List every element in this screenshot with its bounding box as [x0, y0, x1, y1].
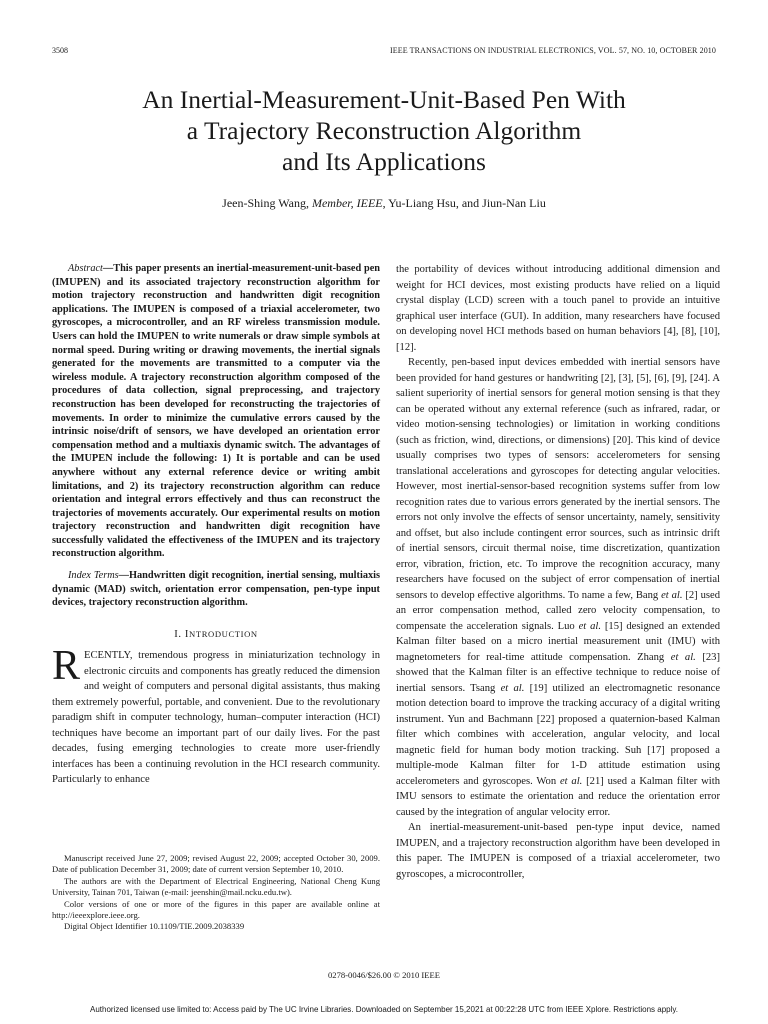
abstract-lead: Abstract [68, 263, 103, 274]
intro-paragraph-1 [52, 643, 380, 788]
right-paragraph-2 [396, 355, 720, 820]
right-paragraph-1: the portability of devices without introducing additional dimension and weight for HCI devices, most existing products have relied on a liquid crystal display (LCD) screen with a touch panel to provide an intuitive graphical user interface (GUI). In addition, many researchers have focused on developing novel HCI methods based on human behaviors [4], [8], [10], [12]. [396, 264, 720, 353]
right-column [396, 262, 720, 882]
author-list [0, 196, 768, 211]
intro-text: ECENTLY, tremendous progress in miniaturization technology in electronic circuits and components has greatly reduced the dimension and weight of computers and personal digital assistants, thus making them extremely powerful, portable, and convenient. Due to the revolutionary paradigm shift in computer technology, human–computer interaction (HCI) techniques have become an important part of our daily lives. For the past decades, fusing emerging technologies to create more user-friendly interfaces has been a continuing revolution in the HCI research community. Particularly to enhance [52, 650, 380, 786]
footnote-manuscript: Manuscript received June 27, 2009; revised August 22, 2009; accepted October 30, 2009. Date of publication December 31, 2009; date of current version September 10, 2010. [52, 853, 380, 875]
footnotes [52, 853, 380, 933]
section-heading-introduction [52, 627, 380, 643]
copyright-line: 0278-0046/$26.00 © 2010 IEEE [327, 970, 441, 980]
section-rest: NTRODUCTION [189, 628, 258, 639]
abstract [52, 262, 380, 561]
section-numeral: I. [174, 628, 185, 640]
abstract-text: —This paper presents an inertial-measurement-unit-based pen (IMUPEN) and its associated trajectory reconstruction algorithm for motion trajectory reconstruction and handwritten digit recognition applications. The IMUPEN is composed of a triaxial accelerometer, two gyroscopes, a microcontroller, and an RF wireless transmission module. Users can hold the IMUPEN to write numerals or draw simple symbols at normal speed. During writing or drawing movements, the inertial signals generated for the movements are transmitted to a computer via the wireless module. A trajectory reconstruction algorithm composed of the procedures of data collection, signal preprocessing, and trajectory reconstruction has been developed for reconstructing the trajectories of movements. In order to minimize the cumulative errors caused by the intrinsic noise/drift of sensors, we have developed an orientation error compensation method and a multiaxis dynamic switch. The advantages of the IMUPEN include the following: 1) It is portable and can be used anywhere without any external reference device or writing ambit limitations, and 2) its trajectory reconstruction algorithm can reduce orientation and integral errors effectively and thus can reconstruct the trajectories of movements accurately. Our experimental results on motion trajectory reconstruction and handwritten digit recognition have successfully validated the effectiveness of the IMUPEN and its trajectory reconstruction algorithm. [52, 263, 380, 560]
author-rest: , Yu-Liang Hsu, and Jiun-Nan Liu [382, 196, 546, 210]
author-membership: Member, IEEE [311, 196, 383, 210]
footnote-doi: Digital Object Identifier 10.1109/TIE.2009.2038339 [64, 921, 245, 932]
title-line-2: a Trajectory Reconstruction Algorithm [186, 116, 582, 145]
p2-part-f: [21] used a Kalman filter with IMU sensors to estimate the orientation and reduce the orientation error caused by the integration of angular velocity error. [396, 775, 720, 818]
et-al: et al. [578, 620, 601, 632]
et-al: et al. [559, 775, 583, 787]
section-initial: I [184, 628, 190, 640]
index-terms-text: —Handwritten digit recognition, inertial sensing, multiaxis dynamic (MAD) switch, orientation error compensation, pen-type input devices, trajectory reconstruction algorithm. [52, 570, 380, 609]
page-number: 3508 [52, 46, 68, 55]
footnote-affiliation: The authors are with the Department of Electrical Engineering, National Cheng Kung University, Tainan 701, Taiwan (e-mail: jeenshin@mail.ncku.edu.tw). [52, 875, 380, 898]
right-paragraph-3: An inertial-measurement-unit-based pen-type input device, named IMUPEN, and a trajectory reconstruction algorithm have been developed in this paper. The IMUPEN is composed of a triaxial accelerometer, two gyroscopes, a microcontroller, [396, 822, 720, 880]
p2-part-c: [15] designed an extended Kalman filter based on a micro inertial measurement unit (IMU) with magnetometers for real-time attitude compensation. Zhang [396, 620, 721, 663]
p2-part-a: Recently, pen-based input devices embedded with inertial sensors have been provided for hand gestures or handwriting [2], [3], [5], [6], [9], [24]. A salient superiority of inertial sensors for general motion sensing is that they can be operated without any external reference (such as infrared, radar, or video motion-sensing technologies) or limitation in working conditions (such as friction, wind, directions, or dimensions) [20]. This kind of device usually comprises two types of sensors: accelerometers for sensing translational accelerations and gyroscopes for detecting angular velocities. However, most inertial-sensor-based recognition systems suffer from low recognition rates due to various errors generated by the inertial sensors. The errors not only involve the effects of sensor uncertainty, namely, sensitivity and offset, but also include contingent error sources, such as intrinsic drift of inertial sensors, circuit thermal noise, time discretization, quantization error, vibration, friction, etc. To improve the recognition accuracy, many researchers have focused on the subject of error compensation of inertial sensors to develop effective algorithms. To name a few, Bang [396, 357, 720, 601]
p2-part-e: [19] utilized an electromagnetic resonance motion detection board to improve the tracking accuracy of a digital writing instrument. Yun and Bachmann [22] proposed a quaternion-based Kalman filter which combines with acceleration, angular velocity, and local magnetic field for human body motion tracking. Suh [17] proposed a multiple-mode Kalman filter for 1-D attitude estimation using accelerometers and gyroscopes. Won [396, 682, 721, 787]
drop-cap: R [52, 643, 81, 690]
p2-part-d: [23] showed that the Kalman filter is an effective technique to reduce noise of inertial sensors. Tsang [396, 651, 720, 694]
title-line-3: and Its Applications [282, 147, 486, 176]
title-line-1: An Inertial-Measurement-Unit-Based Pen With [142, 85, 626, 114]
index-terms-lead: Index Terms [68, 570, 119, 582]
et-al: et al. [661, 589, 683, 601]
p2-part-b: [2] used an error compensation method, called zero velocity compensation, to compensate the acceleration signals. Luo [396, 589, 720, 632]
et-al: et al. [670, 651, 696, 663]
et-al: et al. [500, 682, 525, 694]
paper-title [0, 84, 768, 177]
license-notice: Authorized licensed use limited to: Access paid by The UC Irvine Libraries. Downloaded on September 15,2021 at 00:22:28 UTC from IEEE Xplore. Restrictions apply. [89, 1005, 678, 1014]
index-terms [52, 569, 380, 610]
running-header: IEEE TRANSACTIONS ON INDUSTRIAL ELECTRONICS, VOL. 57, NO. 10, OCTOBER 2010 [390, 46, 716, 55]
left-column [52, 262, 380, 788]
footnote-color: Color versions of one or more of the figures in this paper are available online at http://ieeexplore.ieee.org. [52, 898, 380, 921]
author-1: Jeen-Shing Wang, [222, 196, 312, 210]
